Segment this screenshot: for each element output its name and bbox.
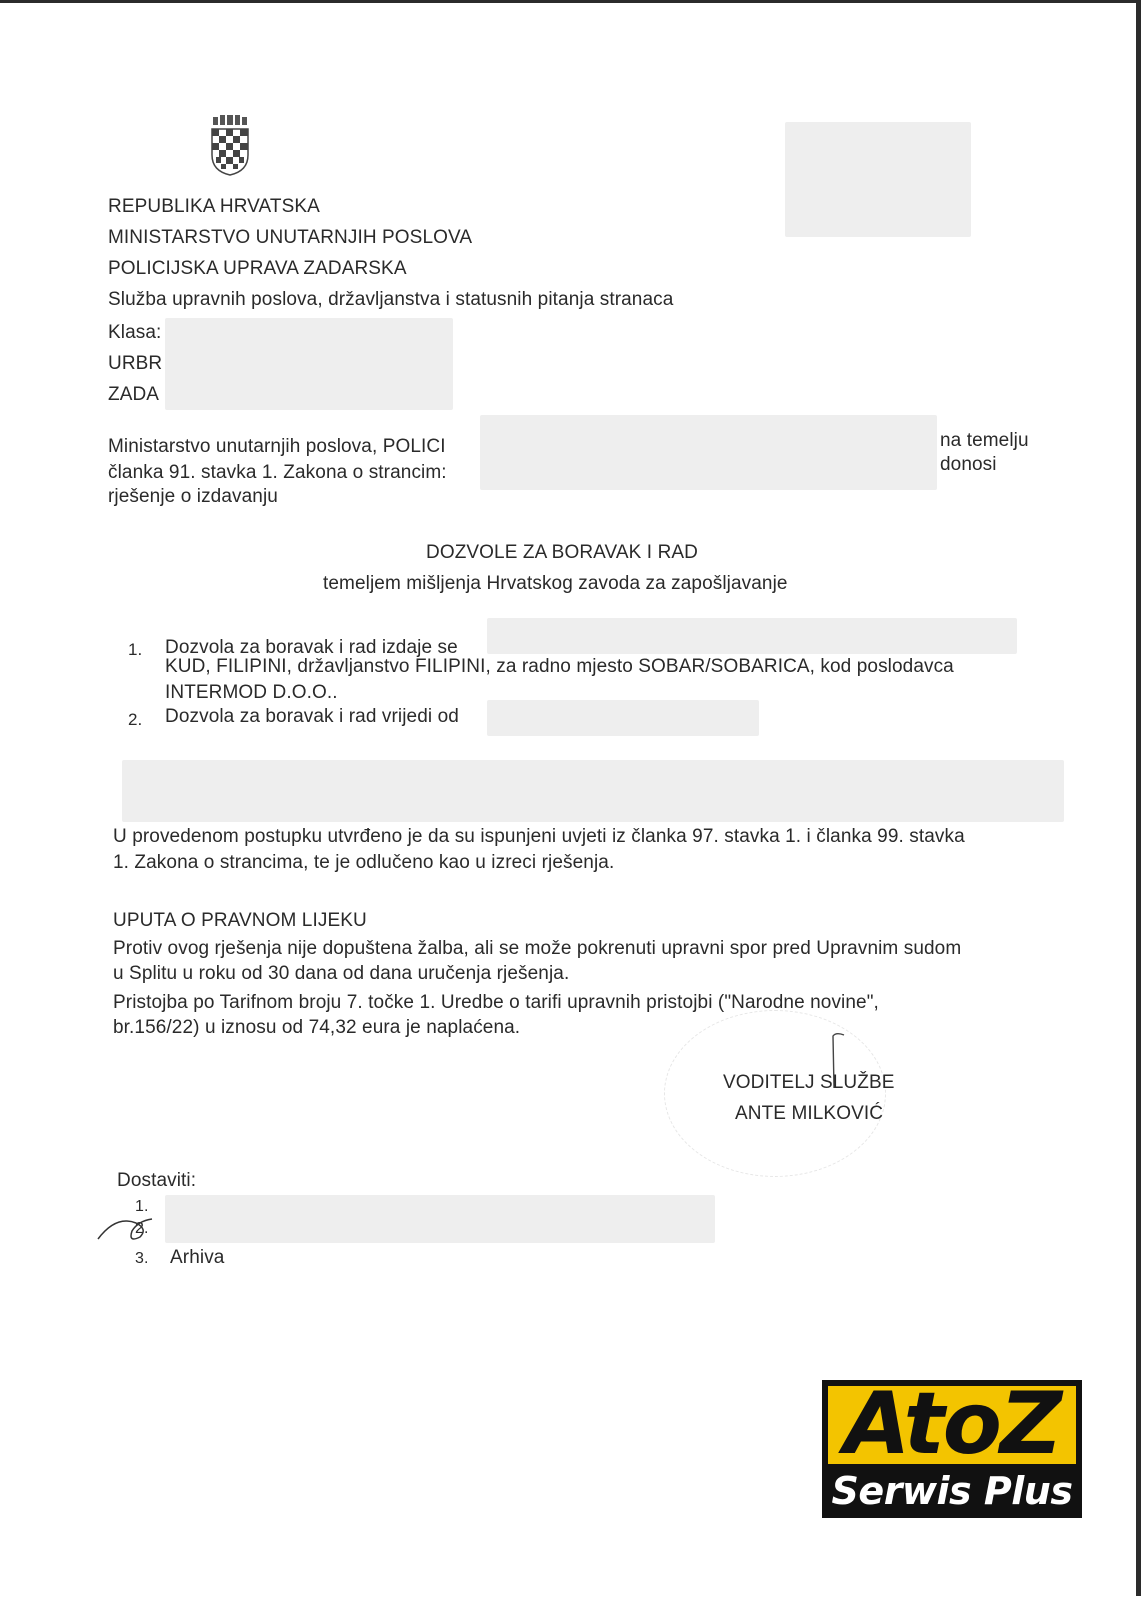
delivery-item-1-number: 1. — [135, 1198, 149, 1215]
intro-line2-end: donosi — [940, 454, 997, 475]
header-urbroj: URBR — [108, 353, 163, 374]
atoz-logo-top — [828, 1380, 1076, 1474]
redacted-block-intro — [480, 415, 937, 490]
redacted-block-item1 — [487, 618, 1017, 654]
legal-line2: u Splitu u roku od 30 dana od dana uručenja rješenja. — [113, 963, 570, 984]
document-subtitle: temeljem mišljenja Hrvatskog zavoda za zapošljavanje — [323, 573, 788, 594]
header-republic: REPUBLIKA HRVATSKA — [108, 196, 320, 217]
atoz-logo-subtext: Serwis Plus — [831, 1469, 1073, 1513]
header-police: POLICIJSKA UPRAVA ZADARSKA — [108, 258, 407, 279]
intro-line1-end: na temelju — [940, 430, 1029, 451]
document-title: DOZVOLE ZA BORAVAK I RAD — [426, 542, 698, 563]
intro-line3: rješenje o izdavanju — [108, 486, 278, 507]
item-2-line1: Dozvola za boravak i rad vrijedi od — [165, 706, 459, 727]
header-klasa: Klasa: — [108, 322, 162, 343]
signature-role: VODITELJ SLUŽBE — [723, 1072, 895, 1093]
atoz-logo — [822, 1380, 1082, 1518]
legal-line3: Pristojba po Tarifnom broju 7. točke 1. Uredbe o tarifi upravnih pristojbi ("Narodne novine", — [113, 992, 879, 1013]
intro-line2-start: članka 91. stavka 1. Zakona o strancim: — [108, 462, 447, 483]
delivery-item-3-text: Arhiva — [170, 1247, 225, 1268]
legal-line1: Protiv ovog rješenja nije dopuštena žalba, ali se može pokrenuti upravni spor pred Upravnim sudom — [113, 938, 962, 959]
atoz-logo-text: AtoZ — [843, 1380, 1061, 1474]
item-2-number: 2. — [128, 710, 143, 729]
redacted-block-item2 — [487, 700, 759, 736]
header-place: ZADA — [108, 384, 160, 405]
delivery-item-2-number: 2. — [135, 1220, 149, 1237]
redacted-block-topright — [785, 122, 971, 237]
item-1-line2: KUD, FILIPINI, državljanstvo FILIPINI, za radno mjesto SOBAR/SOBARICA, kod poslodavca — [165, 656, 954, 677]
redacted-block-wide — [122, 760, 1064, 822]
item-1-number: 1. — [128, 640, 143, 659]
legal-line4: br.156/22) u iznosu od 74,32 eura je naplaćena. — [113, 1017, 521, 1038]
redacted-block-delivery — [165, 1195, 715, 1243]
item-1-line1: Dozvola za boravak i rad izdaje se — [165, 637, 458, 658]
delivery-item-3-number: 3. — [135, 1250, 149, 1267]
signature-name: ANTE MILKOVIĆ — [735, 1103, 884, 1124]
handwritten-mark — [96, 1195, 160, 1245]
redacted-block-reference — [165, 318, 453, 410]
intro-line1-start: Ministarstvo unutarnjih poslova, POLICI — [108, 436, 446, 457]
coat-of-arms-icon — [210, 115, 250, 177]
item-1-line3: INTERMOD D.O.O.. — [165, 682, 338, 703]
header-service: Služba upravnih poslova, državljanstva i statusnih pitanja stranaca — [108, 289, 674, 310]
legal-heading: UPUTA O PRAVNOM LIJEKU — [113, 910, 367, 931]
reasoning-line2: 1. Zakona o strancima, te je odlučeno kao u izreci rješenja. — [113, 852, 615, 873]
delivery-label: Dostaviti: — [117, 1170, 197, 1191]
reasoning-line1: U provedenom postupku utvrđeno je da su ispunjeni uvjeti iz članka 97. stavka 1. i članka 99. stavka — [113, 826, 965, 847]
header-ministry: MINISTARSTVO UNUTARNJIH POSLOVA — [108, 227, 473, 248]
